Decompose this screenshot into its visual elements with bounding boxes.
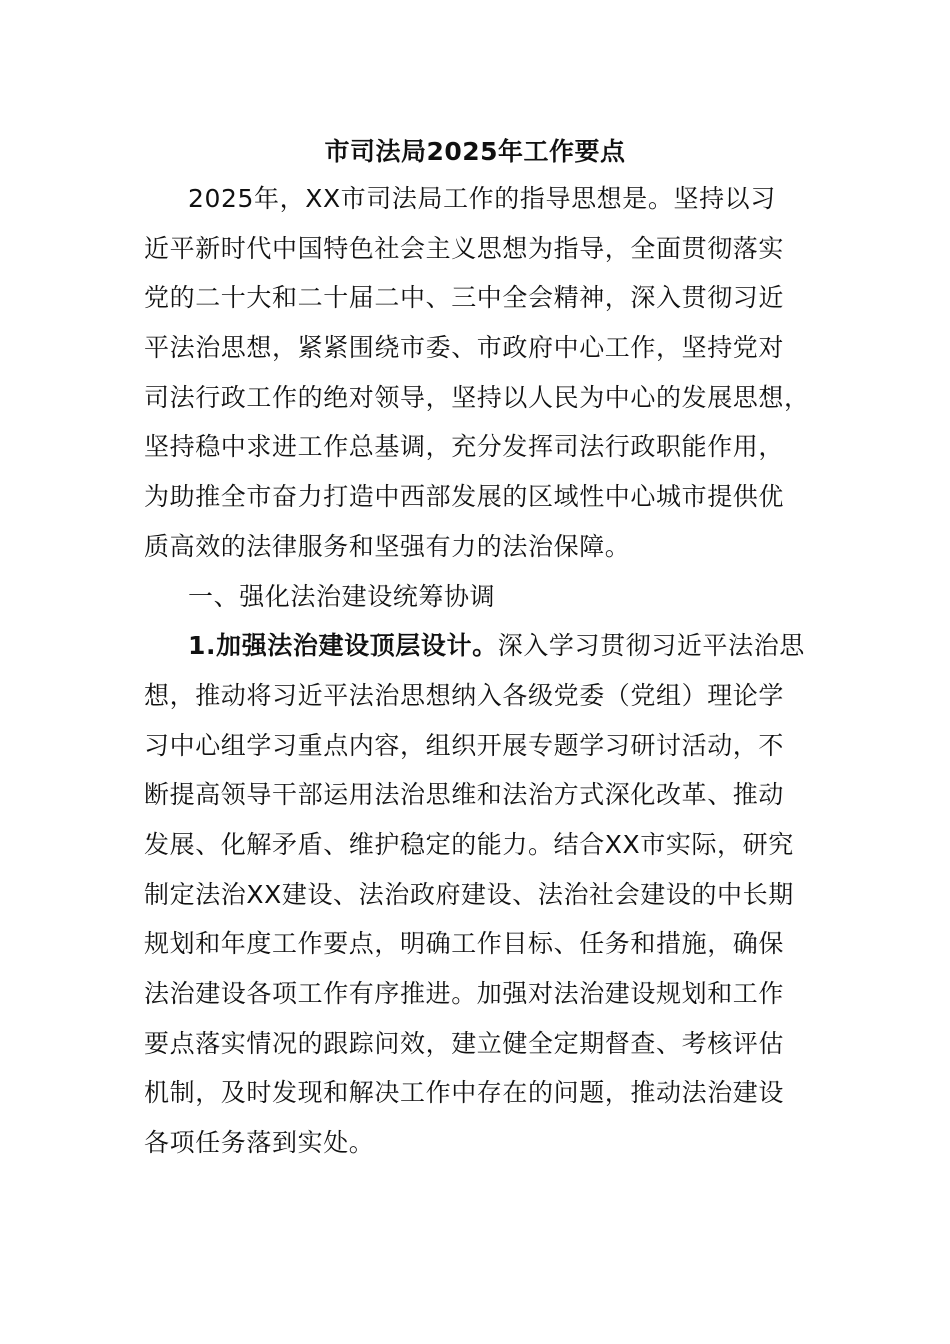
section-heading: 一、强化法治建设统筹协调 (188, 581, 496, 611)
document-title: 市司法局2025年工作要点 (324, 137, 626, 166)
item-line: 发展、化解矛盾、维护稳定的能力。结合XX市实际，研究 (144, 829, 794, 859)
item-line: 各项任务落到实处。 (144, 1128, 375, 1158)
paragraph-line: 质高效的法律服务和坚强有力的法治保障。 (144, 531, 631, 561)
paragraph-line: 近平新时代中国特色社会主义思想为指导，全面贯彻落实 (144, 233, 785, 263)
paragraph-line: 坚持稳中求进工作总基调，充分发挥司法行政职能作用， (144, 432, 785, 462)
document-body (144, 174, 810, 1168)
item-line: 想，推动将习近平法治思想纳入各级党委（党组）理论学 (144, 680, 785, 710)
item-line: 断提高领导干部运用法治思维和法治方式深化改革、推动 (144, 780, 785, 810)
item-first-line (144, 621, 806, 671)
paragraph-line: 平法治思想，紧紧围绕市委、市政府中心工作，坚持党对 (144, 333, 785, 363)
paragraph-line: 党的二十大和二十届二中、三中全会精神，深入贯彻习近 (144, 283, 785, 313)
paragraph-line: 司法行政工作的绝对领导，坚持以人民为中心的发展思想， (144, 382, 810, 412)
item-line: 制定法治XX建设、法治政府建设、法治社会建设的中长期 (144, 879, 794, 909)
paragraph-line: 2025年，XX市司法局工作的指导思想是。坚持以习 (188, 184, 776, 213)
item-text: 深入学习贯彻习近平法治思 (497, 631, 805, 661)
paragraph-line: 为助推全市奋力打造中西部发展的区域性中心城市提供优 (144, 482, 785, 512)
item-line: 要点落实情况的跟踪问效，建立健全定期督查、考核评估 (144, 1028, 785, 1058)
item-line: 法治建设各项工作有序推进。加强对法治建设规划和工作 (144, 979, 785, 1008)
item-heading: 1.加强法治建设顶层设计。 (188, 631, 498, 661)
item-line: 机制，及时发现和解决工作中存在的问题，推动法治建设 (144, 1078, 785, 1108)
item-line: 规划和年度工作要点，明确工作目标、任务和措施，确保 (144, 929, 785, 959)
item-line: 习中心组学习重点内容，组织开展专题学习研讨活动，不 (144, 730, 785, 760)
